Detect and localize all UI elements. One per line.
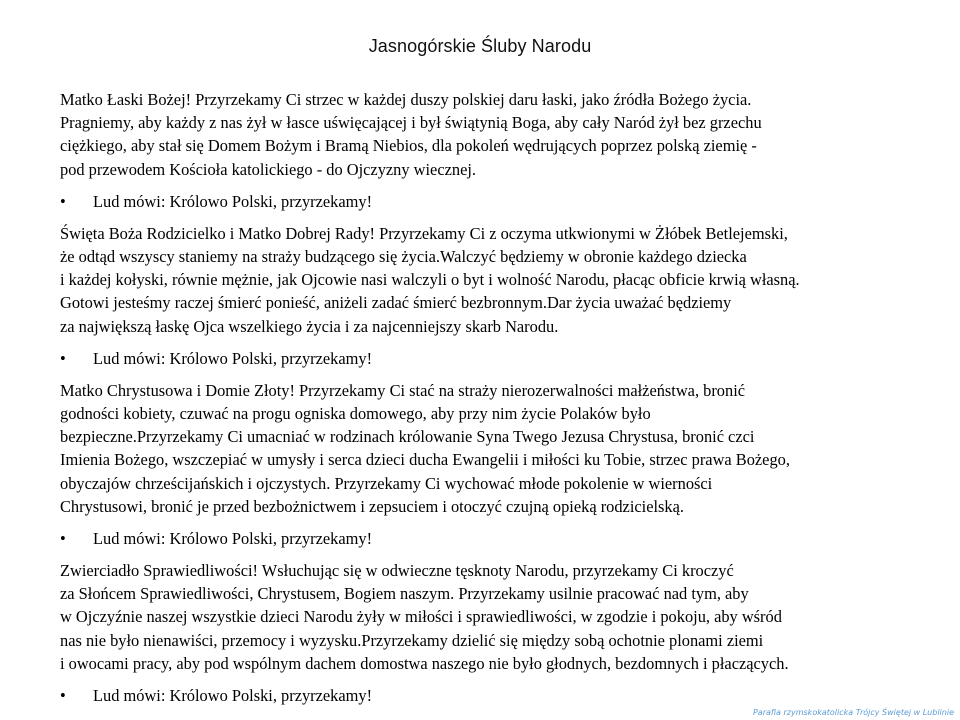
bullet-icon: •: [60, 686, 66, 706]
text-line: ciężkiego, aby stał się Domem Bożym i Bramą Niebios, dla pokoleń wędrujących poprzez polską ziemię -: [60, 136, 757, 156]
bullet-icon: •: [60, 529, 66, 549]
vow-paragraph-3: [60, 379, 920, 518]
text-line: nas nie było nienawiści, przemocy i wyzysku.Przyrzekamy dzielić się między sobą ochotnie plonami ziemi: [60, 630, 764, 650]
text-line: pod przewodem Kościoła katolickiego - do Ojczyzny wiecznej.: [60, 159, 476, 179]
text-line: Zwierciadło Sprawiedliwości! Wsłuchując się w odwieczne tęsknoty Narodu, przyrzekamy Ci kroczyć: [60, 561, 734, 581]
text-line: Chrystusowi, bronić je przed bezbożnictwem i zepsuciem i otoczyć czujną opieką rodzicielską.: [60, 496, 684, 516]
response-bullet-1: [60, 190, 920, 213]
text-line: Matko Chrystusowa i Domie Złoty! Przyrzekamy Ci stać na straży nierozerwalności małżeństwa, bronić: [60, 380, 746, 400]
text-line: w Ojczyźnie naszej wszystkie dzieci Narodu żyły w miłości i sprawiedliwości, w zgodzie i pokoju, aby wśród: [60, 607, 782, 627]
text-line: za Słońcem Sprawiedliwości, Chrystusem, Bogiem naszym. Przyrzekamy usilnie pracować nad tym, aby: [60, 584, 749, 604]
text-line: i owocami pracy, aby pod wspólnym dachem domostwa naszego nie było głodnych, bezdomnych i płaczących.: [60, 653, 789, 673]
response-text: Lud mówi: Królowo Polski, przyrzekamy!: [93, 529, 373, 549]
response-text: Lud mówi: Królowo Polski, przyrzekamy!: [93, 348, 373, 368]
vow-paragraph-4: [60, 559, 920, 675]
text-line: Gotowi jesteśmy raczej śmierć ponieść, aniżeli zadać śmierć bezbronnym.Dar życia uważać będziemy: [60, 293, 732, 313]
text-line: bezpieczne.Przyrzekamy Ci umacniać w rodzinach królowanie Syna Twego Jezusa Chrystusa, bronić czci: [60, 427, 755, 447]
vow-paragraph-2: [60, 222, 920, 338]
response-text: Lud mówi: Królowo Polski, przyrzekamy!: [93, 686, 373, 706]
text-line: Pragniemy, aby każdy z nas żył w łasce uświęcającej i był świątynią Boga, aby cały Naród żył bez grzechu: [60, 113, 762, 133]
parish-footer: Parafia rzymskokatolicka Trójcy Świętej w Lublinie: [752, 708, 954, 717]
text-line: za największą łaskę Ojca wszelkiego życia i za najcenniejszy skarb Narodu.: [60, 316, 559, 336]
text-line: Matko Łaski Bożej! Przyrzekamy Ci strzec w każdej duszy polskiej daru łaski, jako źródła Bożego życia.: [60, 90, 752, 109]
text-line: że odtąd wszyscy staniemy na straży budzącego się życia.Walczyć będziemy w obronie każdego dziecka: [60, 247, 747, 267]
slide-title: Jasnogórskie Śluby Narodu: [368, 36, 592, 56]
slide-content: [60, 88, 920, 716]
response-bullet-4: [60, 684, 920, 707]
text-line: i każdej kołyski, równie mężnie, jak Ojcowie nasi walczyli o byt i wolność Narodu, płacąc obficie krwią własną.: [60, 270, 800, 290]
vow-paragraph-1: [60, 88, 920, 181]
response-bullet-3: [60, 527, 920, 550]
bullet-icon: •: [60, 348, 66, 368]
response-text: Lud mówi: Królowo Polski, przyrzekamy!: [93, 191, 373, 211]
text-line: Imienia Bożego, wszczepiać w umysły i serca dzieci ducha Ewangelii i miłości ku Tobie, strzec prawa Bożego,: [60, 450, 790, 470]
text-line: Święta Boża Rodzicielko i Matko Dobrej Rady! Przyrzekamy Ci z oczyma utkwionymi w Żłóbek Betlejemski,: [60, 223, 788, 243]
text-line: obyczajów chrześcijańskich i ojczystych. Przyrzekamy Ci wychować młode pokolenie w wierności: [60, 473, 713, 493]
response-bullet-2: [60, 347, 920, 370]
text-line: godności kobiety, czuwać na progu ogniska domowego, aby przy nim życie Polaków było: [60, 404, 651, 424]
bullet-icon: •: [60, 191, 66, 211]
